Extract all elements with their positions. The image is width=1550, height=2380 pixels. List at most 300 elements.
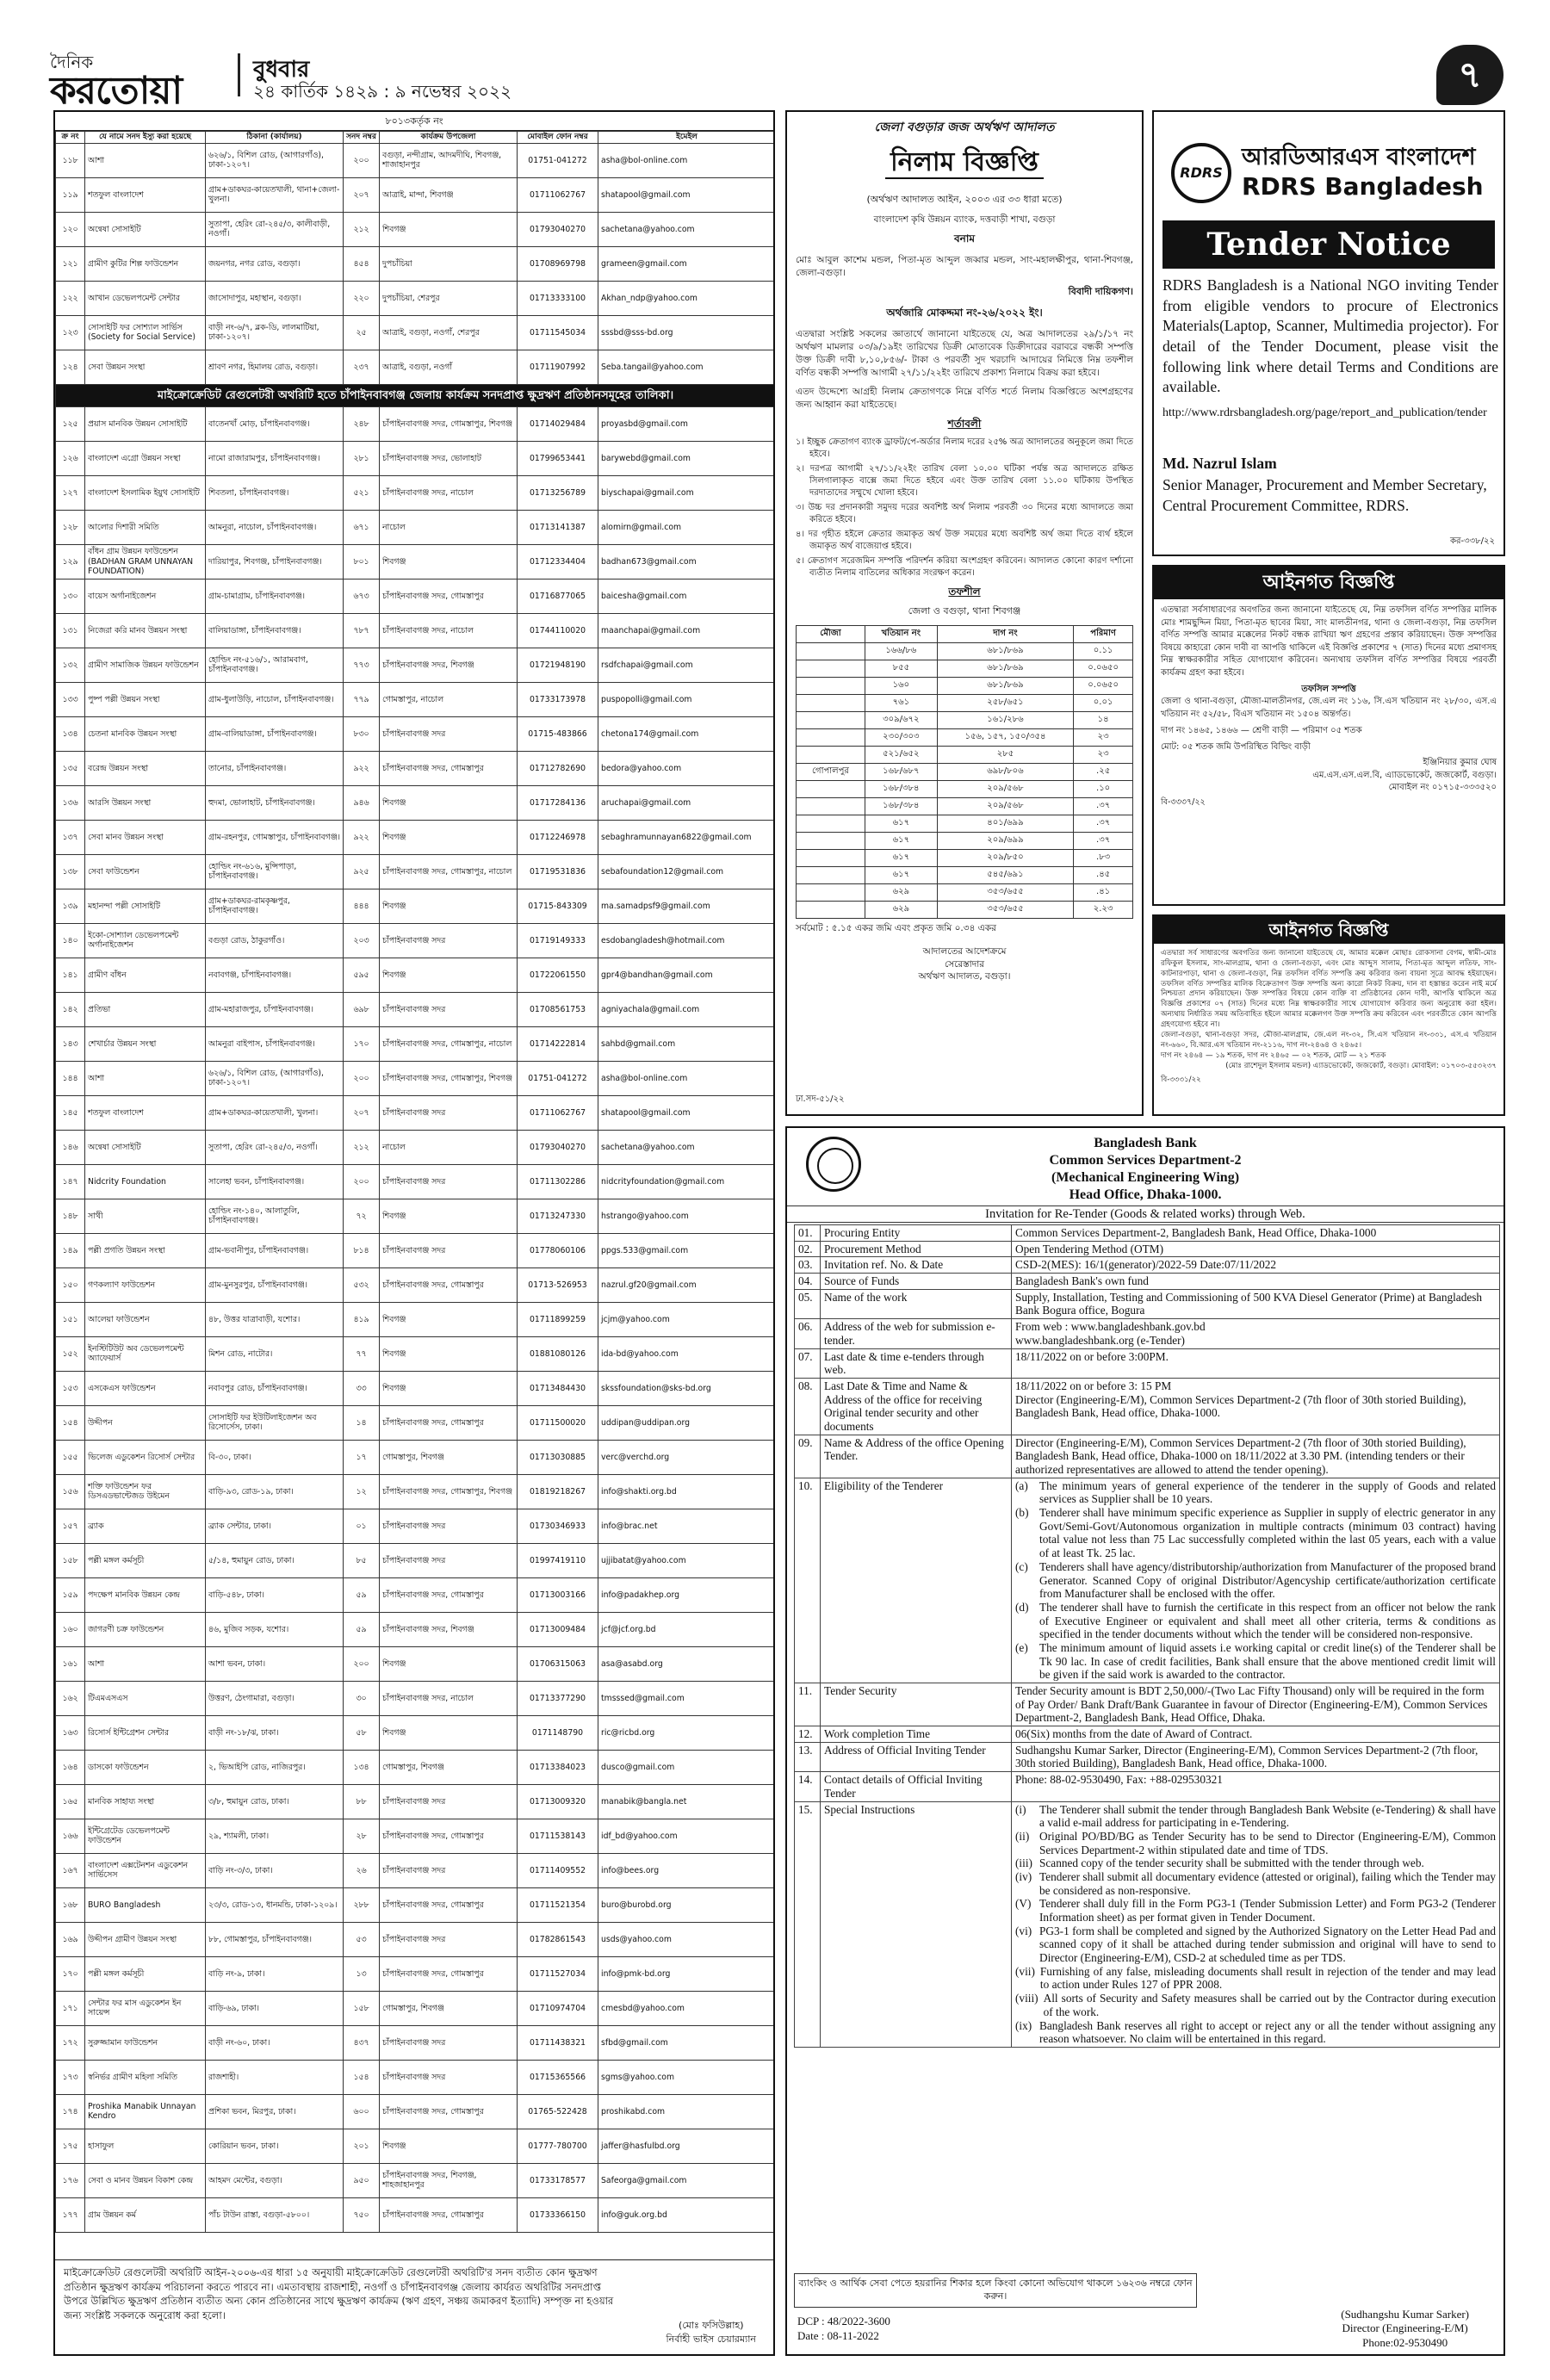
- table-row: [56, 1061, 776, 1095]
- table-cell: 01711899259: [518, 1302, 598, 1336]
- bb-sign-phone: Phone:02-9530490: [1362, 2335, 1448, 2349]
- table-cell: চাঁপাইনবাবগঞ্জ সদর, নাচোল: [380, 613, 518, 648]
- table-cell: ১৫৬: [56, 1474, 85, 1509]
- schedule-cell: ১৪: [1074, 711, 1133, 728]
- rdrs-name-bn: আরডিআরএস বাংলাদেশ: [1242, 144, 1476, 170]
- table-cell: চাঁপাইনবাবগঞ্জ সদর, গোমস্তাপুর: [380, 1887, 518, 1922]
- schedule-row: [797, 866, 1133, 883]
- table-row: [56, 613, 776, 648]
- schedule-cell: ১৬০: [865, 677, 937, 694]
- table-cell: আত্রাই, মান্দা, শিবগঞ্জ: [380, 177, 518, 212]
- table-row: [56, 475, 776, 510]
- legal-notice-2: [1152, 914, 1505, 1116]
- schedule-row: [797, 901, 1133, 918]
- table-cell: 01799653441: [518, 441, 598, 475]
- schedule-column-header: খতিয়ান নং: [865, 625, 937, 642]
- schedule-cell: ৭৬১: [865, 694, 937, 711]
- table-cell: ১৭০: [56, 1956, 85, 1991]
- schedule-cell: [797, 728, 865, 746]
- table-cell: চাঁপাইনবাবগঞ্জ সদর: [380, 716, 518, 751]
- bb-wing: (Mechanical Engineering Wing): [1051, 1170, 1240, 1185]
- schedule-cell: ৬৮১/৮৬৯: [937, 660, 1074, 677]
- table-row: [56, 1336, 776, 1371]
- bb-row-number: 13.: [795, 1742, 821, 1771]
- schedule-cell: ২০৯/৫৬৮: [937, 780, 1074, 797]
- table-cell: ১৬৫: [56, 1784, 85, 1819]
- table-cell: 01713484430: [518, 1371, 598, 1405]
- table-row: [56, 889, 776, 923]
- table-cell: barywebd@gmail.com: [598, 441, 776, 475]
- table-cell: ৪৪৪: [344, 889, 380, 923]
- table-cell: ১৫৪: [344, 2060, 380, 2094]
- table-cell: esdobangladesh@hotmail.com: [598, 923, 776, 958]
- table-cell: info@pmk-bd.org: [598, 1956, 776, 1991]
- table-cell: ১৫৭: [56, 1509, 85, 1543]
- table-cell: ২০৭: [344, 177, 380, 212]
- bb-row: [795, 1478, 1500, 1683]
- rdrs-link[interactable]: http://www.rdrsbangladesh.org/page/report_and_publication/tender: [1162, 406, 1487, 419]
- bb-sub-item-text: Scanned copy of the tender security shall be submitted with the tender through web.: [1039, 1856, 1424, 1870]
- page-number: ৭: [1436, 45, 1504, 105]
- table-cell: শিবগঞ্জ: [380, 958, 518, 992]
- table-row: [56, 1302, 776, 1336]
- table-row: [56, 1543, 776, 1577]
- legal-signature-2: [1161, 1062, 1497, 1071]
- table-cell: ১৭৩: [56, 2060, 85, 2094]
- table-cell: 01711500020: [518, 1405, 598, 1440]
- rdrs-signatory: Md. Nazrul Islam: [1162, 455, 1277, 472]
- table-row: [56, 820, 776, 854]
- table-cell: ১৪৯: [56, 1233, 85, 1267]
- table-cell: গ্রাম+ডাকঘর-রামকৃষ্ণপুর, চাঁপাইনবাবগঞ্জ।: [206, 889, 344, 923]
- table-cell: ৪৮, উত্তর যাত্রাবাড়ী, যশোর।: [206, 1302, 344, 1336]
- schedule-row: [797, 832, 1133, 849]
- bb-sub-item-text: PG3-1 form shall be completed and signed by the Authorized Signatory on the Letter Head Pad and scanned copy of it shall be attached during tender submission and original will have to send to Director (Engineering-E/M), CSD-2 at scheduled time as per TDS.: [1039, 1924, 1496, 1965]
- table-cell: নাচোল: [380, 510, 518, 544]
- table-cell: ১২৯: [56, 544, 85, 579]
- bb-row-number: 03.: [795, 1257, 821, 1274]
- masthead: [50, 45, 1505, 113]
- table-cell: ২০০: [344, 1646, 380, 1681]
- bb-row-label: Invitation ref. No. & Date: [821, 1257, 1012, 1274]
- table-cell: সুতাপা, হেরিং রো-২৪৫/৩, নওগাঁ।: [206, 1130, 344, 1164]
- schedule-cell: ২৩০/৩০৩: [865, 728, 937, 746]
- schedule-cell: ০.০৬৫০: [1074, 677, 1133, 694]
- table-cell: গোমস্তাপুর, নাচোল: [380, 682, 518, 716]
- table-cell: 01713030885: [518, 1440, 598, 1474]
- legal-text-1: এতদ্বারা সর্বসাধারণের অবগতির জন্য জানানো যাইতেছে যে, নিম্ন তফসিল বর্ণিত সম্পত্তির মালিক মোঃ শামছুদ্দিন মিয়া, পিতা-মৃত ছাবের মিয়া, সাং মালতীনগর, থানা ও জেলা-বগুড়া, নিম্ন তফসিল বর্ণিত সম্পত্তি আমার মক্কেলের নিকট বন্ধক রাখিয়া ঋণ গ্রহণের প্রস্তাব করিয়াছেন। উক্ত সম্পত্তির বিষয়ে কাহারো কোন দাবী বা আপত্তি থাকিলে এই বিজ্ঞপ্তি প্রকাশের ৭ (সাত) দিনের মধ্যে প্রমাণসহ নিম্ন স্বাক্ষরকারীর সহিত যোগাযোগ করিবেন। অন্যথায় তফসিল বর্ণিত সম্পত্তির বিষয়ে পরবর্তী কার্যক্রম গ্রহণ করা হইবে।: [1161, 605, 1497, 678]
- bb-row-value: 06(Six) months from the date of Award of Contract.: [1012, 1726, 1500, 1743]
- table-cell: ma.samadpsf9@gmail.com: [598, 889, 776, 923]
- table-row: [56, 1164, 776, 1199]
- table-row: [56, 1819, 776, 1853]
- bb-row-value: Director (Engineering-E/M), Common Services Department-2 (7th floor of 30th storied Building), Bangladesh Bank, Head office, Dhaka-1000 on 18/11/2022 at 3.30 PM. (intending tenders or their authorized representatives are allowed to attend the tender opening).: [1012, 1435, 1500, 1478]
- defendant-label: বিবাদী দায়িকগণ।: [1068, 285, 1133, 297]
- bb-row-number: 06.: [795, 1319, 821, 1348]
- bb-sub-item: [1015, 1803, 1496, 1830]
- table-cell: ৪১৯: [344, 1302, 380, 1336]
- table-row: [56, 1130, 776, 1164]
- bb-row-value: Bangladesh Bank's own fund: [1012, 1274, 1500, 1290]
- table-cell: 01713009320: [518, 1784, 598, 1819]
- schedule-cell: [797, 746, 865, 763]
- table-cell: 01778060106: [518, 1233, 598, 1267]
- table-cell: info@shakti.org.bd: [598, 1474, 776, 1509]
- table-cell: biyschapai@gmail.com: [598, 475, 776, 510]
- rdrs-code: কর-৩৩৮/২২: [1450, 536, 1495, 546]
- bb-row: [795, 1319, 1500, 1348]
- table-row: [56, 648, 776, 682]
- table-cell: gpr4@bandhan@gmail.com: [598, 958, 776, 992]
- legal-phone-2: মোবাইল: ০১৭০৩-৫৫৩২৩৭: [1410, 1062, 1497, 1071]
- table-cell: 01997419110: [518, 1543, 598, 1577]
- table-cell: ১৬৬: [56, 1819, 85, 1853]
- table-cell: ১৩১: [56, 613, 85, 648]
- table-cell: চাঁপাইনবাবগঞ্জ সদর: [380, 1095, 518, 1130]
- table-cell: ৩০: [344, 1681, 380, 1715]
- bb-sub-item-text: The minimum years of general experience of the tenderer in the supply of Goods and related services as Supplier shall be 10 years.: [1039, 1478, 1496, 1506]
- schedule-cell: ২০৯/৮৫০: [937, 849, 1074, 866]
- table-cell: চাঁপাইনবাবগঞ্জ সদর, নাচোল: [380, 475, 518, 510]
- table-cell: দুপচাঁচিয়া: [380, 246, 518, 281]
- table-cell: নাচোল: [380, 1130, 518, 1164]
- table-row: [56, 1750, 776, 1784]
- table-row: [56, 1612, 776, 1646]
- bb-row: [795, 1726, 1500, 1743]
- plaintiff: বাংলাদেশ কৃষি উন্নয়ন ব্যাংক, দত্তবাড়ী শাখা, বগুড়া: [873, 214, 1056, 225]
- sign-office: অর্থঋণ আদালত, বগুড়া।: [918, 971, 1011, 982]
- legal-phone-1: মোবাইল নং ০১৭১৫-৩৩৩৫২০: [1388, 783, 1497, 792]
- schedule-table: [796, 625, 1133, 919]
- table-row: [56, 143, 776, 177]
- table-cell: গ্রাম+ডাকঘর-কায়েতখালী, থানা+জেলা-খুলনা।: [206, 177, 344, 212]
- table-cell: ১৫৯: [56, 1577, 85, 1612]
- table-cell: 01708561753: [518, 992, 598, 1026]
- bb-row: [795, 1742, 1500, 1771]
- logo-prefix: দৈনিক: [50, 52, 94, 72]
- table-cell: আলেয়া ফাউন্ডেশন: [85, 1302, 206, 1336]
- table-row: [56, 2025, 776, 2060]
- schedule-cell: ৩০৯/৬৭২: [865, 711, 937, 728]
- table-cell: ৬২৬/১, বিশিল রোড, (আগারগাঁও), ঢাকা-১২০৭।: [206, 143, 344, 177]
- bb-row-value: Tender Security amount is BDT 2,50,000/-(Two Lac Fifty Thousand) only will be required in the form of Pay Order/ Bank Draft/Bank Guarantee in favour of Director (Engineering-E/M), Common Services Department-2, Bangladesh Bank, Head Office, Dhaka.: [1012, 1683, 1500, 1726]
- table-cell: গ্রাম উন্নয়ন কর্ম: [85, 2197, 206, 2232]
- table-cell: গোমস্তাপুর, শিবগঞ্জ: [380, 1750, 518, 1784]
- table-cell: ২০১: [344, 2129, 380, 2163]
- table-cell: 01713377290: [518, 1681, 598, 1715]
- table-cell: agniyachala@gmail.com: [598, 992, 776, 1026]
- legal-schedule-title-1: তফসিল সম্পত্তি: [1301, 685, 1356, 694]
- condition-item: ২। দরপত্র আগামী ২৭/১১/২২ইং তারিখ বেলা ১০.০০ ঘটিকা পর্যন্ত অত্র আদালতে রক্ষিত সিলগালাকৃত বাক্সে জমা দিতে হইবে এবং উক্ত তারিখ বেলা ১১.০০ ঘটিকায় উপস্থিত দরদাতাদের সম্মুখে খোলা হইবে।: [796, 463, 1133, 498]
- table-cell: ব্র্যাক সেন্টার, ঢাকা।: [206, 1509, 344, 1543]
- table-row: [56, 510, 776, 544]
- bb-sub-item-label: (d): [1015, 1600, 1029, 1614]
- bb-sub-item: [1015, 1856, 1496, 1870]
- schedule-cell: ৫৪৫/৬৯১: [937, 866, 1074, 883]
- bb-sub-item-text: Bangladesh Bank reserves all right to accept or reject any or all the tender without assigning any reason whatsoever. No claim will be entertained in this regard.: [1039, 2018, 1496, 2046]
- table-cell: ১৭৬: [56, 2163, 85, 2197]
- bb-sub-item-text: Tenderer shall have minimum specific experience as Supplier in supply of electric generator in any Govt/Semi-Govt/Autonomous organization in multiple contracts (minimum 03 contract) having total value not less than 75 Lac successfully completed within the last 05 years, each with a value of at least Tk. 25 lac.: [1039, 1506, 1496, 1560]
- table-cell: ১২: [344, 1474, 380, 1509]
- ngo-table: [55, 131, 775, 2233]
- bb-dcp-date: Date : 08-11-2022: [797, 2328, 879, 2342]
- bb-row-label: Address of Official Inviting Tender: [821, 1742, 1012, 1771]
- schedule-row: [797, 711, 1133, 728]
- table-cell: ৯২৫: [344, 854, 380, 889]
- table-cell: শতফুল বাংলাদেশ: [85, 177, 206, 212]
- table-cell: sebaghramunnayan6822@gmail.com: [598, 820, 776, 854]
- auction-signature: [796, 945, 1133, 983]
- table-cell: ১৩৯: [56, 889, 85, 923]
- bb-row-value: From web : www.bangladeshbank.gov.bd www.bangladeshbank.org (e-Tender): [1012, 1319, 1500, 1348]
- table-cell: ১৪২: [56, 992, 85, 1026]
- table-cell: 01711062767: [518, 177, 598, 212]
- table-cell: ৯২২: [344, 751, 380, 785]
- table-cell: usds@yahoo.com: [598, 1922, 776, 1956]
- rdrs-logo: [1171, 131, 1498, 217]
- table-cell: ২৩/৩, রোড-১৩, ধানমন্ডি, ঢাকা-১২০৯।: [206, 1887, 344, 1922]
- legal-sign-desig-2: এ্যাডভোকেট, জজকোর্ট, বগুড়া।: [1312, 1062, 1410, 1071]
- table-cell: ২০৭: [344, 1095, 380, 1130]
- table-cell: ১৩৭: [56, 820, 85, 854]
- schedule-row: [797, 728, 1133, 746]
- bb-row-label: Eligibility of the Tenderer: [821, 1478, 1012, 1683]
- table-cell: ৯৫০: [344, 2163, 380, 2197]
- bb-row-number: 04.: [795, 1274, 821, 1290]
- table-cell: রাজশাহী।: [206, 2060, 344, 2094]
- section-row: [56, 384, 776, 406]
- table-cell: ১১৮: [56, 143, 85, 177]
- table-cell: উদ্দীপন: [85, 1405, 206, 1440]
- bb-signature: [1341, 2308, 1469, 2350]
- table-cell: শিবগঞ্জ: [380, 889, 518, 923]
- legal-sign-name-1: ইঞ্জিনিয়ার কুমার ঘোষ: [1423, 758, 1497, 767]
- header-divider: [238, 53, 240, 96]
- schedule-cell: [797, 797, 865, 815]
- table-cell: ৭৫০: [344, 2197, 380, 2232]
- table-cell: ida-bd@yahoo.com: [598, 1336, 776, 1371]
- table-cell: নামো রাজারামপুর, চাঁপাইনবাবগঞ্জ।: [206, 441, 344, 475]
- table-cell: আলোর দিশারী সমিতি: [85, 510, 206, 544]
- table-cell: ৮৮, গোমস্তাপুর, চাঁপাইনবাবগঞ্জ।: [206, 1922, 344, 1956]
- legal-text-2: এতদ্বারা সর্ব সাধারণের অবগতির জন্য জানানো যাইতেছে যে, আমার মক্কেল মোছাঃ রোকসানা বেগম, স্বামী-মোঃ রফিকুল ইসলাম, সাং-মালগ্রাম, থানা ও জেলা-বগুড়া, এবং মোঃ আব্দুস সালাম, পিতা-মৃত আব্দুল লতিফ, সাং-কাটনারপাড়া, থানা ও জেলা-বগুড়া, নিম্ন তফসিল বর্ণিত সম্পত্তি ক্রয় করিবার জন্য বায়না সূত্রে আবদ্ধ হইয়াছেন। তফসিল বর্ণিত সম্পত্তির মালিক বিক্রেতাগণ উক্ত সম্পত্তি অন্য কারো নিকট বিক্রয়, দান বা হস্তান্তর করেন নাই মর্মে নিশ্চয়তা প্রদান করিয়াছেন। উক্ত সম্পত্তির বিষয়ে কোন ব্যক্তি বা প্রতিষ্ঠানের কোন দাবী, আপত্তি থাকিলে অত্র বিজ্ঞপ্তি প্রকাশের ০৭ (সাত) দিনের মধ্যে নিম্ন স্বাক্ষরকারীর সাথে যোগাযোগ করিবার জন্য অনুরোধ করা হইল। অন্যথায় নির্ধারিত সময় অতিবাহিত হইলে আমার মক্কেলগণ উক্ত সম্পত্তি ক্রয় করিবেন এবং পরবর্তীতে কোন আপত্তি গ্রহণযোগ্য হইবে না।: [1161, 949, 1497, 1030]
- bb-sub-item-text: The minimum amount of liquid assets i.e working capital or credit line(s) of the Tenderer shall be Tk 90 lac. In case of credit facilities, Bank shall ensure that the above mentioned credit limit will be given if the said work is awarded to the contractor.: [1039, 1640, 1496, 1682]
- bb-sub-item: [1015, 1870, 1496, 1897]
- table-cell: ইকো-সোশ্যাল ডেভেলপমেন্ট অর্গানাইজেশন: [85, 923, 206, 958]
- table-cell: puspopolli@gmail.com: [598, 682, 776, 716]
- table-cell: 01714222814: [518, 1026, 598, 1061]
- bb-sub-item-label: (b): [1015, 1506, 1029, 1520]
- footer-sign-desig: নির্বাহী ভাইস চেয়ারম্যান: [666, 2333, 756, 2345]
- table-row: [56, 1405, 776, 1440]
- auction-para-1: এতদ্বারা সংশ্লিষ্ট সকলের জ্ঞাতার্থে জানানো যাইতেছে যে, অত্র আদালতের ২৯/১/১৭ নং অর্থঋণ মামলার ০৩/৯/১৯ইং তারিখের ডিক্রী মোতাবেক ডিক্রীদারের বরাবরে বন্ধকী সম্পত্তি উক্ত ডিক্রী দাবী ৮,১০,৮৫৬/- টাকা ও পরবর্তী সুদ খরচাদি আদায়ের নিমিত্তে নিম্ন তফশীল বর্ণিত বন্ধকী সম্পত্তি আগামী ২৭/১১/২২ইং তারিখে প্রকাশ্য নিলামে বিক্রয় করা হইবে।: [796, 328, 1133, 379]
- bb-sub-item: [1015, 1992, 1496, 2018]
- table-header-row: [56, 132, 776, 144]
- table-cell: 01711302286: [518, 1164, 598, 1199]
- table-row: [56, 2060, 776, 2094]
- table-cell: আশা: [85, 143, 206, 177]
- table-cell: ২, ভিআইপি রোড, নাজিরপুর।: [206, 1750, 344, 1784]
- table-cell: ১২১: [56, 246, 85, 281]
- table-row: [56, 1956, 776, 1991]
- table-cell: ১২৫: [56, 406, 85, 441]
- table-cell: টিএমএসএস: [85, 1681, 206, 1715]
- table-cell: shatapool@gmail.com: [598, 1095, 776, 1130]
- table-row: [56, 923, 776, 958]
- table-cell: স্বনির্ভর গ্রামীণ মহিলা সমিতি: [85, 2060, 206, 2094]
- table-cell: চাঁপাইনবাবগঞ্জ সদর, গোমস্তাপুর: [380, 1405, 518, 1440]
- table-cell: আত্রাই, বগুড়া, নওগাঁ: [380, 350, 518, 384]
- footer-signature: [666, 2319, 757, 2346]
- table-cell: ১৬২: [56, 1681, 85, 1715]
- table-cell: শতফুল বাংলাদেশ: [85, 1095, 206, 1130]
- table-cell: ১৬১: [56, 1646, 85, 1681]
- schedule-cell: ১৬৮/৩৮৪: [865, 797, 937, 815]
- table-cell: প্রতিভা: [85, 992, 206, 1026]
- table-cell: সুরুজ্জামান ফাউন্ডেশন: [85, 2025, 206, 2060]
- legal-sign-name-2: (মোঃ রাশেদুল ইসলাম মন্ডল): [1225, 1062, 1311, 1071]
- table-cell: ১৩৫: [56, 751, 85, 785]
- table-cell: চাঁপাইনবাবগঞ্জ সদর, গোমস্তাপুর, নাচোল: [380, 1026, 518, 1061]
- table-cell: দুপচাঁচিয়া, শেরপুর: [380, 281, 518, 315]
- conditions-list: [796, 437, 1133, 580]
- table-cell: আমনুরা বাইপাস, চাঁপাইনবাবগঞ্জ।: [206, 1026, 344, 1061]
- table-cell: পল্লী মঙ্গল কর্মসূচী: [85, 1543, 206, 1577]
- table-cell: ৪৫৪: [344, 246, 380, 281]
- table-cell: ৬৭৩: [344, 579, 380, 613]
- schedule-row: [797, 849, 1133, 866]
- schedule-cell: ৬৯৮/৮০৬: [937, 763, 1074, 780]
- table-row: [56, 1199, 776, 1233]
- schedule-cell: ৮৫৫: [865, 660, 937, 677]
- table-cell: 01711545034: [518, 315, 598, 350]
- schedule-cell: .৩৭: [1074, 797, 1133, 815]
- table-cell: সেবা মানব উন্নয়ন সংস্থা: [85, 820, 206, 854]
- schedule-cell: [797, 849, 865, 866]
- table-cell: চাঁপাইনবাবগঞ্জ সদর, গোমস্তাপুর: [380, 751, 518, 785]
- table-cell: asha@bol-online.com: [598, 143, 776, 177]
- table-cell: প্রশিকা ভবন, মিরপুর, ঢাকা।: [206, 2094, 344, 2129]
- bb-row-number: 09.: [795, 1435, 821, 1478]
- table-row: [56, 958, 776, 992]
- table-cell: গ্রাম-বালিয়াডাঙ্গা, চাঁপাইনবাবগঞ্জ।: [206, 716, 344, 751]
- header-date: ২৪ কার্তিক ১৪২৯ : ৯ নভেম্বর ২০২২: [253, 81, 512, 102]
- table-cell: 01715-843309: [518, 889, 598, 923]
- bb-row-label: Name of the work: [821, 1289, 1012, 1318]
- table-row: [56, 441, 776, 475]
- bb-row-number: 05.: [795, 1289, 821, 1318]
- schedule-cell: .৩৭: [1074, 815, 1133, 832]
- table-cell: হুদমা, ভোলাহাট, চাঁপাইনবাবগঞ্জ।: [206, 785, 344, 820]
- table-cell: শিবগঞ্জ: [380, 1199, 518, 1233]
- table-cell: ১৭২: [56, 2025, 85, 2060]
- bb-sub-item: [1015, 1924, 1496, 1965]
- table-cell: আখান ডেভেলপমেন্ট সেন্টার: [85, 281, 206, 315]
- table-cell: sachetana@yahoo.com: [598, 1130, 776, 1164]
- table-cell: ১১৯: [56, 177, 85, 212]
- table-cell: সেবা উন্নয়ন সংস্থা: [85, 350, 206, 384]
- table-cell: ১৫০: [56, 1267, 85, 1302]
- column-header: ক্র নং: [56, 132, 85, 144]
- table-title: ৮০১৩কর্তৃক নং: [55, 112, 773, 131]
- schedule-header-row: [797, 625, 1133, 642]
- table-cell: শিবগঞ্জ: [380, 785, 518, 820]
- table-cell: ৩৩: [344, 1371, 380, 1405]
- schedule-cell: ১৬৮/৩৮৪: [865, 780, 937, 797]
- table-cell: ২১২: [344, 212, 380, 246]
- table-row: [56, 177, 776, 212]
- table-cell: ২৮১: [344, 441, 380, 475]
- bb-row: [795, 1348, 1500, 1378]
- newspaper-logo: করতোয়া: [50, 69, 183, 113]
- table-cell: ২০০: [344, 143, 380, 177]
- table-cell: 01782861543: [518, 1922, 598, 1956]
- table-cell: ৬০০: [344, 2094, 380, 2129]
- bb-sub-item: [1015, 1641, 1496, 1682]
- condition-item: ৩। উচ্চ দর প্রদানকারী সমুদয় দরের অবশিষ্ট অর্থ নিলাম পরবর্তী ৩০ দিনের মধ্যে আদালতে জমা করিতে হইবে।: [796, 502, 1133, 524]
- schedule-cell: [797, 883, 865, 901]
- legal-banner-2: আইনগত বিজ্ঞপ্তি: [1154, 916, 1504, 944]
- table-cell: অন্বেষা সোসাইটি: [85, 1130, 206, 1164]
- table-cell: 01744110020: [518, 613, 598, 648]
- schedule-cell: ৪০১/৬৯৯: [937, 815, 1074, 832]
- table-row: [56, 406, 776, 441]
- table-cell: এসকেএস ফাউন্ডেশন: [85, 1371, 206, 1405]
- rdrs-tender-notice: [1152, 110, 1505, 556]
- auction-code: ঢা.সদ-৫১/২২: [796, 1094, 845, 1104]
- bb-row-label: Contact details of Official Inviting Tender: [821, 1772, 1012, 1801]
- table-row: [56, 1233, 776, 1267]
- bb-row-label: Procurement Method: [821, 1241, 1012, 1257]
- table-cell: hstrango@yahoo.com: [598, 1199, 776, 1233]
- table-cell: চাঁপাইনবাবগঞ্জ সদর, নাচোল: [380, 1681, 518, 1715]
- table-cell: ১৩৩: [56, 682, 85, 716]
- table-cell: buro@burobd.org: [598, 1887, 776, 1922]
- table-cell: ১৪১: [56, 958, 85, 992]
- table-cell: পদক্ষেপ মানবিক উন্নয়ন কেন্দ্র: [85, 1577, 206, 1612]
- auction-title: [796, 141, 1133, 185]
- table-row: [56, 1026, 776, 1061]
- bb-sub-item: [1015, 1560, 1496, 1601]
- table-cell: সেবা ফাউন্ডেশন: [85, 854, 206, 889]
- table-cell: শিবগঞ্জ: [380, 1371, 518, 1405]
- table-cell: ১৪৫: [56, 1095, 85, 1130]
- table-cell: চাঁপাইনবাবগঞ্জ সদর, গোমস্তাপুর: [380, 2094, 518, 2129]
- table-cell: aruchapai@gmail.com: [598, 785, 776, 820]
- table-cell: 01708969798: [518, 246, 598, 281]
- table-cell: গ্রাম-ভবানীপুর, চাঁপাইনবাবগঞ্জ।: [206, 1233, 344, 1267]
- section-title: মাইক্রোক্রেডিট রেগুলেটরী অথরিটি হতে চাঁপাইনবাবগঞ্জ জেলায় কার্যক্রম সনদপ্রাপ্ত ক্ষুদ্রঋণ প্রতিষ্ঠানসমূহের তালিকা।: [56, 384, 776, 406]
- table-row: [56, 212, 776, 246]
- bb-row-value: [1012, 1478, 1500, 1683]
- footer-text: মাইক্রোক্রেডিট রেগুলেটরী অথরিটি আইন-২০০৬-এর ধারা ১৫ অনুযায়ী মাইক্রোক্রেডিট রেগুলেটরী অথরিটি'র সনদ ব্যতীত কোন ক্ষুদ্রঋণ প্রতিষ্ঠান ক্ষুদ্রঋণ কার্যক্রম পরিচালনা করতে পারবে না। এমতাবস্থায় রাজশাহী, নওগাঁ ও চাঁপাইনবাবগঞ্জ জেলায় কার্যরত অথরিটির সনদপ্রাপ্ত উপরে উল্লিখিত ক্ষুদ্রঋণ প্রতিষ্ঠান ব্যতীত অন্য কোন প্রতিষ্ঠানের সাথে ক্ষুদ্রঋণ কার্যক্রম (ঋণ গ্রহণ, সঞ্চয় জমাকরণ ইত্যাদি) সম্পৃক্ত না হওয়ার জন্য সংশ্লিষ্ট সকলকে অনুরোধ করা হলো।: [64, 2266, 614, 2322]
- table-cell: ৬৯৮: [344, 992, 380, 1026]
- condition-item: ৪। দর গৃহীত হইলে ক্রেতার জমাকৃত অর্থ উক্ত সময়ের মধ্যে অবশিষ্ট অর্থ জমা দিতে ব্যর্থ হইলে জমাকৃত অর্থ বাজেয়াপ্ত হইবে।: [796, 529, 1133, 551]
- table-cell: চাঁপাইনবাবগঞ্জ সদর, গোমস্তাপুর: [380, 579, 518, 613]
- table-row: [56, 2094, 776, 2129]
- bb-sub-item-label: (V): [1015, 1897, 1032, 1911]
- sign-name: সেরেস্তাদার: [944, 958, 985, 970]
- table-cell: 01715-483866: [518, 716, 598, 751]
- table-cell: 01716877065: [518, 579, 598, 613]
- table-cell: চাঁপাইনবাবগঞ্জ সদর, গোমস্তাপুর: [380, 1577, 518, 1612]
- table-cell: নবাবপুর রোড, চাঁপাইনবাবগঞ্জ।: [206, 1371, 344, 1405]
- table-cell: nidcrityfoundation@gmail.com: [598, 1164, 776, 1199]
- bb-row-value: 18/11/2022 on or before 3:00PM.: [1012, 1348, 1500, 1378]
- table-cell: ৪৬, মুজিব সড়ক, যশোর।: [206, 1612, 344, 1646]
- table-cell: তানোর, চাঁপাইনবাবগঞ্জ।: [206, 751, 344, 785]
- schedule-cell: ৩৫৩/৬৫৫: [937, 883, 1074, 901]
